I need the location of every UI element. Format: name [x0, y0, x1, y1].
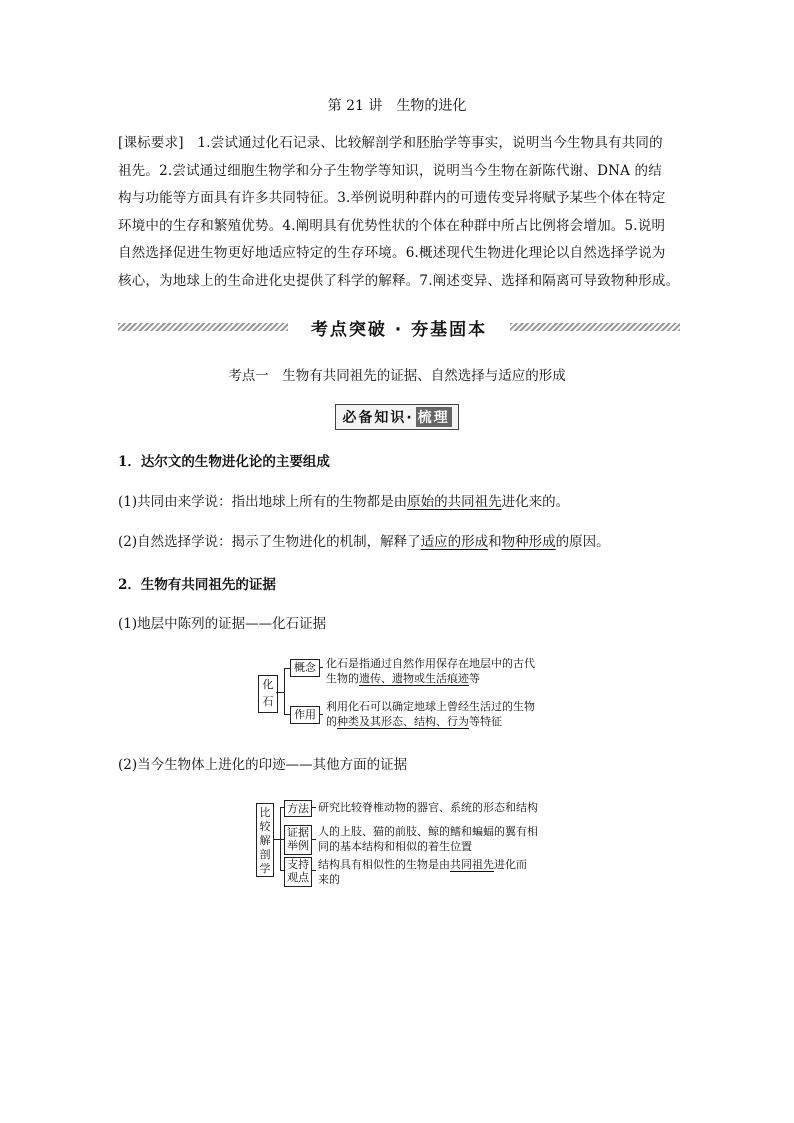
branch-label-function: 作用 — [290, 706, 320, 724]
concept-text: 化石是指通过自然作用保存在地层中的古代 生物的遗传、遗物或生活痕迹等 — [326, 657, 535, 685]
function-text: 利用化石可以确定地球上曾经生活过的生物 的种类及其形态、结构、行为等特征 — [326, 700, 535, 728]
requirement-line: 环境中的生存和繁殖优势。4.阐明具有优势性状的个体在种群中所占比例将会增加。5.说明 — [118, 217, 666, 234]
topic-heading: 考点一 生物有共同祖先的证据、自然选择与适应的形成 — [228, 368, 566, 384]
requirement-line: 构与功能等方面具有许多共同特征。3.举例说明种群内的可遗传变异将赋予某些个体在特定 — [118, 190, 666, 206]
branch-label-method: 方法 — [284, 800, 312, 817]
list-item: (1)地层中陈列的证据——化石证据 — [118, 616, 327, 632]
fossil-diagram — [256, 655, 546, 730]
curriculum-requirements — [118, 130, 680, 295]
essential-knowledge-label — [0, 404, 794, 430]
key-term: 物种形成 — [501, 534, 556, 550]
branch-label-viewpoint: 支持观点 — [284, 857, 312, 887]
viewpoint-text: 结构具有相似性的生物是由共同祖先进化而 来的 — [318, 858, 527, 886]
list-item: (2)当今生物体上进化的印迹——其他方面的证据 — [118, 757, 408, 773]
branch-label-evidence: 证据举例 — [284, 825, 312, 855]
page-title: 第 21 讲 生物的进化 — [327, 98, 467, 114]
branch-label-concept: 概念 — [290, 659, 320, 677]
requirement-line: 祖先。2.尝试通过细胞生物学和分子生物学等知识，说明当今生物在新陈代谢、DNA 的结 — [118, 162, 662, 179]
section-heading: 1．达尔文的生物进化论的主要组成 — [118, 454, 330, 470]
section-heading: 2．生物有共同祖先的证据 — [118, 577, 276, 593]
label-tag: 梳理 — [416, 407, 452, 427]
requirement-line: 自然选择促进生物更好地适应特定的生存环境。6.概述现代生物进化理论以自然选择学说为 — [118, 245, 666, 261]
requirement-line: [课标要求] 1.尝试通过化石记录、比较解剖学和胚胎学等事实，说明当今生物具有共同的 — [118, 135, 663, 151]
evidence-text: 人的上肢、猫的前肢、鲸的鳍和蝙蝠的翼有相 同的基本结构和相似的着生位置 — [318, 825, 538, 853]
list-item: (1)共同由来学说：指出地球上所有的生物都是由原始的共同祖先进化来的。 — [118, 494, 570, 510]
section-banner — [118, 314, 680, 340]
method-text: 研究比较脊椎动物的器官、系统的形态和结构 — [318, 801, 538, 814]
label-main: 必备知识· — [342, 410, 414, 426]
comparative-anatomy-diagram — [254, 797, 544, 887]
banner-title: 考点突破 · 夯基固本 — [301, 320, 497, 340]
diagram-root: 比较解剖学 — [256, 803, 274, 877]
list-item: (2)自然选择学说：揭示了生物进化的机制，解释了适应的形成和物种形成的原因。 — [118, 534, 610, 550]
requirement-line: 核心，为地球上的生命进化史提供了科学的解释。7.阐述变异、选择和隔离可导致物种形成。 — [118, 272, 680, 289]
key-term: 适应的形成 — [420, 534, 489, 550]
diagram-root: 化石 — [258, 675, 278, 713]
key-term: 原始的共同祖先 — [407, 494, 502, 510]
